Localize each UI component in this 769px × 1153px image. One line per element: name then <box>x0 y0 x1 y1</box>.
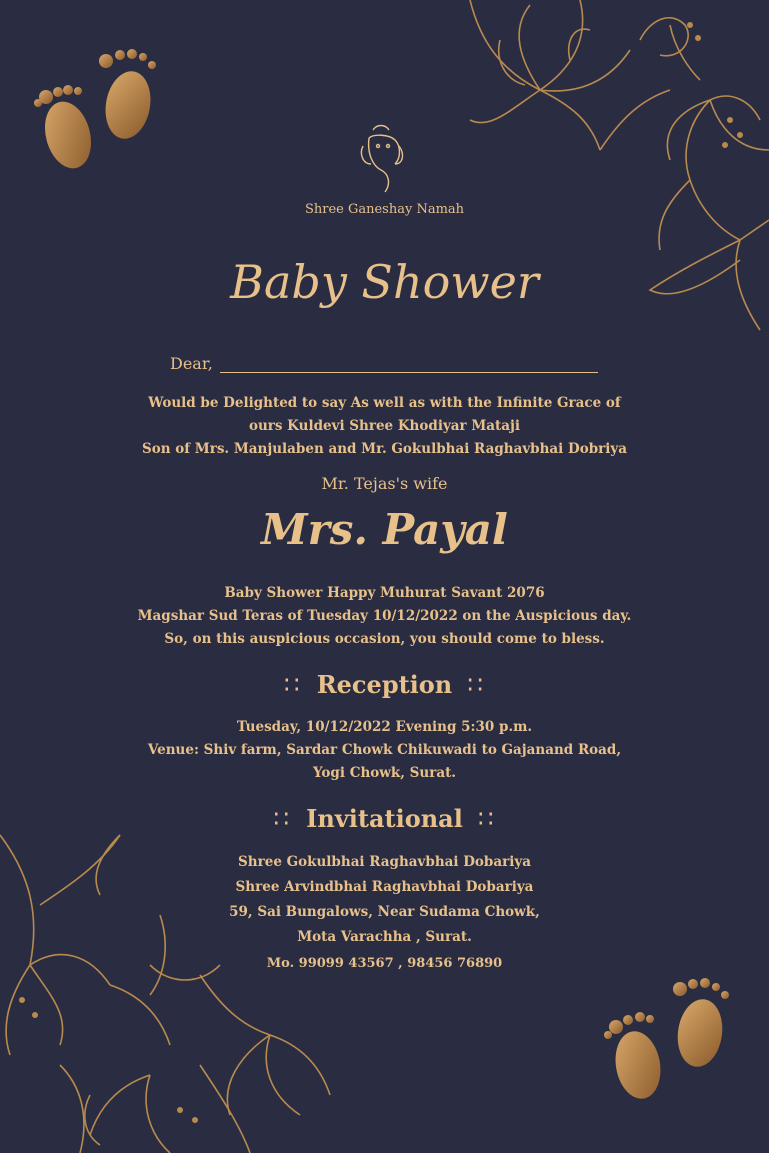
inviter-line: Shree Arvindbhai Raghavbhai Dobariya <box>235 879 534 895</box>
reception-line: Tuesday, 10/12/2022 Evening 5:30 p.m. <box>236 719 533 735</box>
footprints-icon <box>600 975 740 1105</box>
reception-heading <box>0 670 769 699</box>
inviter-line: Shree Gokulbhai Raghavbhai Dobariya <box>238 854 531 870</box>
reception-line: Venue: Shiv farm, Sardar Chowk Chikuwadi to Gajanand Road, <box>147 742 622 758</box>
phone-numbers: Mo. 99099 43567 , 98456 76890 <box>266 956 503 971</box>
ganesha-icon <box>359 124 409 196</box>
honoree-name: Mrs. Payal <box>261 505 508 554</box>
invitational-heading <box>0 804 769 833</box>
footprints-icon <box>30 45 170 175</box>
muhurat-line: Baby Shower Happy Muhurat Savant 2076 <box>224 585 545 601</box>
dots-icon: ∷ <box>284 671 302 699</box>
intro-line: Would be Delighted to say As well as with the Infinite Grace of <box>148 395 621 411</box>
dear-label: Dear, <box>170 354 213 373</box>
intro-line: ours Kuldevi Shree Khodiyar Mataji <box>248 418 521 434</box>
intro-line: Son of Mrs. Manjulaben and Mr. Gokulbhai Raghavbhai Dobriya <box>142 441 627 457</box>
address-line: Mota Varachha , Surat. <box>297 929 472 945</box>
name-blank-line <box>220 372 598 373</box>
invitational-heading-text: Invitational <box>306 804 463 833</box>
reception-details <box>0 716 769 785</box>
page-title: Baby Shower <box>230 255 539 309</box>
intro-paragraph <box>0 392 769 461</box>
invitational-details <box>0 850 769 950</box>
honoree-relation: Mr. Tejas's wife <box>321 474 448 493</box>
dots-icon: ∷ <box>467 671 485 699</box>
muhurat-line: Magshar Sud Teras of Tuesday 10/12/2022 on the Auspicious day. <box>137 608 632 624</box>
reception-line: Yogi Chowk, Surat. <box>312 765 457 781</box>
muhurat-paragraph <box>0 582 769 651</box>
dots-icon: ∷ <box>478 805 496 833</box>
blessing-text: Shree Ganeshay Namah <box>304 202 465 217</box>
muhurat-line: So, on this auspicious occasion, you should come to bless. <box>164 631 605 647</box>
reception-heading-text: Reception <box>316 670 453 699</box>
address-line: 59, Sai Bungalows, Near Sudama Chowk, <box>229 904 540 920</box>
dots-icon: ∷ <box>273 805 291 833</box>
